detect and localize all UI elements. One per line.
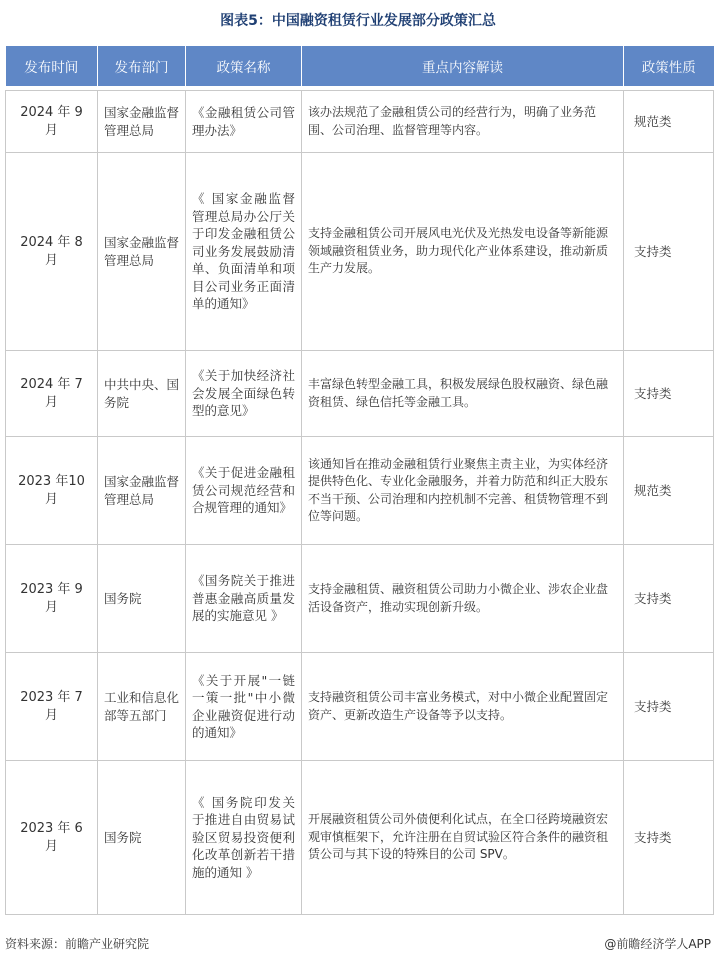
cell-content: 该通知旨在推动金融租赁行业聚焦主责主业，为实体经济提供特色化、专业化金融服务，并着力防范和纠正大股东不当干预、公司治理和内控机制不完善、租赁物管理不到位等问题。 [302,437,624,545]
cell-policy-name: 《关于开展"一链一策一批"中小微企业融资促进行动的通知》 [186,653,302,761]
cell-dept: 国务院 [98,545,186,653]
table-row [6,761,714,915]
cell-time: 2024 年 7 月 [6,351,98,437]
cell-time: 2024 年 8 月 [6,153,98,351]
cell-dept: 中共中央、国务院 [98,351,186,437]
cell-nature: 规范类 [624,91,714,153]
cell-dept: 工业和信息化部等五部门 [98,653,186,761]
cell-dept: 国务院 [98,761,186,915]
cell-nature: 支持类 [624,351,714,437]
cell-time: 2023 年10月 [6,437,98,545]
cell-dept: 国家金融监督管理总局 [98,153,186,351]
cell-content: 丰富绿色转型金融工具，积极发展绿色股权融资、绿色融资租赁、绿色信托等金融工具。 [302,351,624,437]
cell-dept: 国家金融监督管理总局 [98,437,186,545]
cell-dept: 国家金融监督管理总局 [98,91,186,153]
chart-title: 图表5：中国融资租赁行业发展部分政策汇总 [220,13,496,29]
header-time: 发布时间 [6,46,98,86]
cell-content: 该办法规范了金融租赁公司的经营行为，明确了业务范围、公司治理、监督管理等内容。 [302,91,624,153]
table-row [6,91,714,153]
cell-policy-name: 《 国务院印发关于推进自由贸易试验区贸易投资便利化改革创新若干措施的通知 》 [186,761,302,915]
header-dept: 发布部门 [98,46,186,86]
cell-policy-name: 《金融租赁公司管理办法》 [186,91,302,153]
cell-time: 2023 年 9 月 [6,545,98,653]
cell-nature: 支持类 [624,761,714,915]
cell-policy-name: 《 国家金融监督管理总局办公厅关于印发金融租赁公司业务发展鼓励清单、负面清单和项目公司业务正面清单的通知》 [186,153,302,351]
source-note: 资料来源：前瞻产业研究院 [5,937,150,951]
table-row [6,153,714,351]
cell-time: 2023 年 6 月 [6,761,98,915]
cell-nature: 支持类 [624,153,714,351]
table-row [6,545,714,653]
cell-policy-name: 《关于加快经济社会发展全面绿色转型的意见》 [186,351,302,437]
policy-table [5,46,714,915]
table-row [6,437,714,545]
cell-content: 支持融资租赁公司丰富业务模式，对中小微企业配置固定资产、更新改造生产设备等予以支持。 [302,653,624,761]
header-nature: 政策性质 [624,46,714,86]
table-header-row [6,46,714,86]
table-row [6,351,714,437]
cell-nature: 支持类 [624,545,714,653]
table-row [6,653,714,761]
cell-nature: 规范类 [624,437,714,545]
cell-time: 2023 年 7 月 [6,653,98,761]
header-name: 政策名称 [186,46,302,86]
cell-policy-name: 《国务院关于推进普惠金融高质量发展的实施意见 》 [186,545,302,653]
cell-content: 支持金融租赁、融资租赁公司助力小微企业、涉农企业盘活设备资产，推动实现创新升级。 [302,545,624,653]
header-content: 重点内容解读 [302,46,624,86]
cell-nature: 支持类 [624,653,714,761]
cell-time: 2024 年 9 月 [6,91,98,153]
cell-policy-name: 《关于促进金融租赁公司规范经营和合规管理的通知》 [186,437,302,545]
cell-content: 支持金融租赁公司开展风电光伏及光热发电设备等新能源领域融资租赁业务，助力现代化产业体系建设，推动新质生产力发展。 [302,153,624,351]
cell-content: 开展融资租赁公司外债便利化试点，在全口径跨境融资宏观审慎框架下，允许注册在自贸试验区符合条件的融资租赁公司与其下设的特殊目的公司 SPV。 [302,761,624,915]
brand-credit: @前瞻经济学人APP [604,937,711,951]
